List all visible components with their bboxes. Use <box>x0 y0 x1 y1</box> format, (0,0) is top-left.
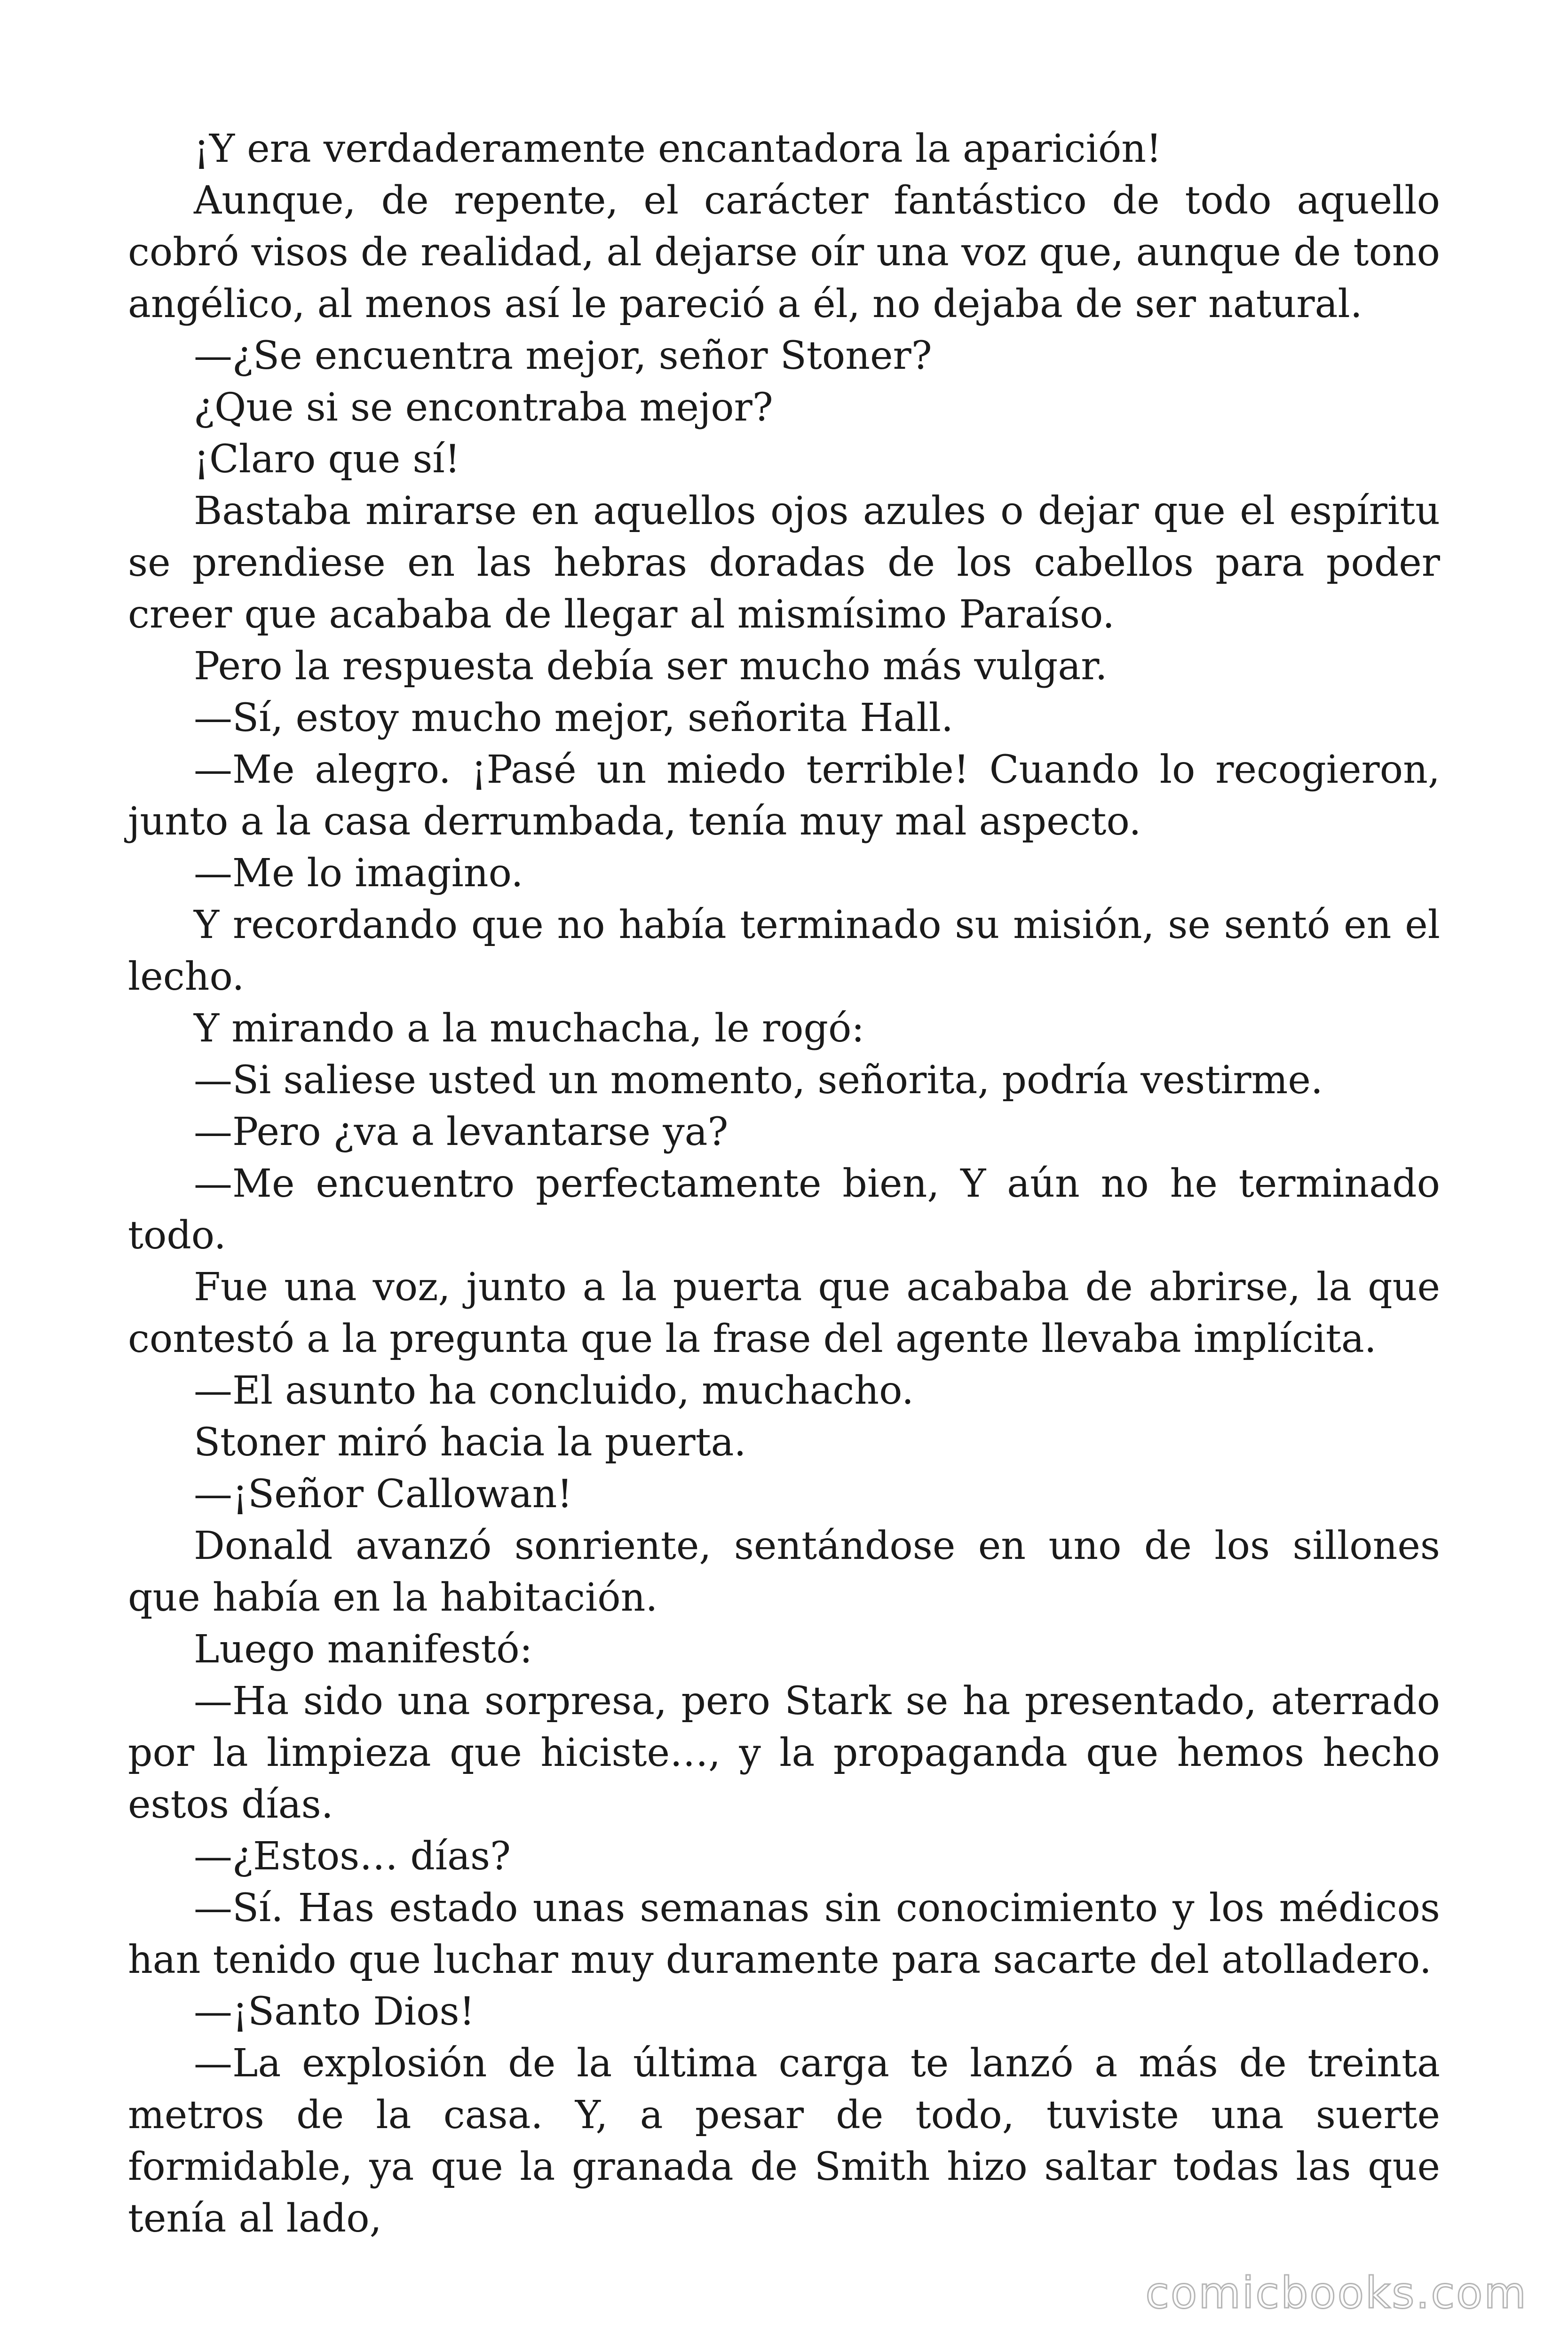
paragraph: —Pero ¿va a levantarse ya? <box>194 1110 729 1154</box>
paragraph: Donald avanzó sonriente, sentándose en uno de los sillones que había en la habitación. <box>128 1524 1440 1620</box>
paragraph: —Ha sido una sorpresa, pero Stark se ha presentado, aterrado por la limpieza que hiciste…, y la propaganda que hemos hecho estos días. <box>128 1679 1440 1827</box>
page-body <box>128 123 1440 2245</box>
paragraph: Aunque, de repente, el carácter fantástico de todo aquello cobró visos de realidad, al dejarse oír una voz que, aunque de tono angélico, al menos así le pareció a él, no dejaba de ser natural. <box>128 178 1440 326</box>
paragraph: ¡Claro que sí! <box>194 437 460 482</box>
paragraph: Y mirando a la muchacha, le rogó: <box>194 1006 864 1051</box>
paragraph: Pero la respuesta debía ser mucho más vulgar. <box>194 644 1108 689</box>
paragraph: —Si saliese usted un momento, señorita, podría vestirme. <box>194 1058 1323 1103</box>
paragraph: —¡Señor Callowan! <box>194 1472 573 1517</box>
paragraph: —¿Estos… días? <box>194 1834 511 1879</box>
paragraph: —Me encuentro perfectamente bien, Y aún no he terminado todo. <box>128 1161 1440 1258</box>
paragraph: Luego manifestó: <box>194 1627 533 1672</box>
paragraph: —Sí, estoy mucho mejor, señorita Hall. <box>194 696 954 740</box>
paragraph: —¡Santo Dios! <box>194 1989 475 2034</box>
paragraph: Y recordando que no había terminado su misión, se sentó en el lecho. <box>128 903 1440 999</box>
paragraph: Stoner miró hacia la puerta. <box>194 1420 746 1465</box>
paragraph: —La explosión de la última carga te lanzó a más de treinta metros de la casa. Y, a pesar de todo, tuviste una suerte formidable, ya que la granada de Smith hizo saltar todas las que tenía al lado, <box>128 2041 1440 2241</box>
paragraph: ¿Que si se encontraba mejor? <box>194 385 773 430</box>
paragraph: —¿Se encuentra mejor, señor Stoner? <box>194 334 932 378</box>
paragraph: Bastaba mirarse en aquellos ojos azules o dejar que el espíritu se prendiese en las hebras doradas de los cabellos para poder creer que acababa de llegar al mismísimo Paraíso. <box>128 489 1440 637</box>
paragraph: ¡Y era verdaderamente encantadora la aparición! <box>194 127 1162 171</box>
paragraph: —Me lo imagino. <box>194 851 523 896</box>
paragraph: Fue una voz, junto a la puerta que acababa de abrirse, la que contestó a la pregunta que la frase del agente llevaba implícita. <box>128 1265 1440 1361</box>
paragraph: —Sí. Has estado unas semanas sin conocimiento y los médicos han tenido que luchar muy duramente para sacarte del atolladero. <box>128 1886 1440 1982</box>
paragraph: —Me alegro. ¡Pasé un miedo terrible! Cuando lo recogieron, junto a la casa derrumbada, tenía muy mal aspecto. <box>128 747 1440 844</box>
watermark: comicbooks.com <box>1145 2268 1528 2318</box>
paragraph: —El asunto ha concluido, muchacho. <box>194 1368 914 1413</box>
